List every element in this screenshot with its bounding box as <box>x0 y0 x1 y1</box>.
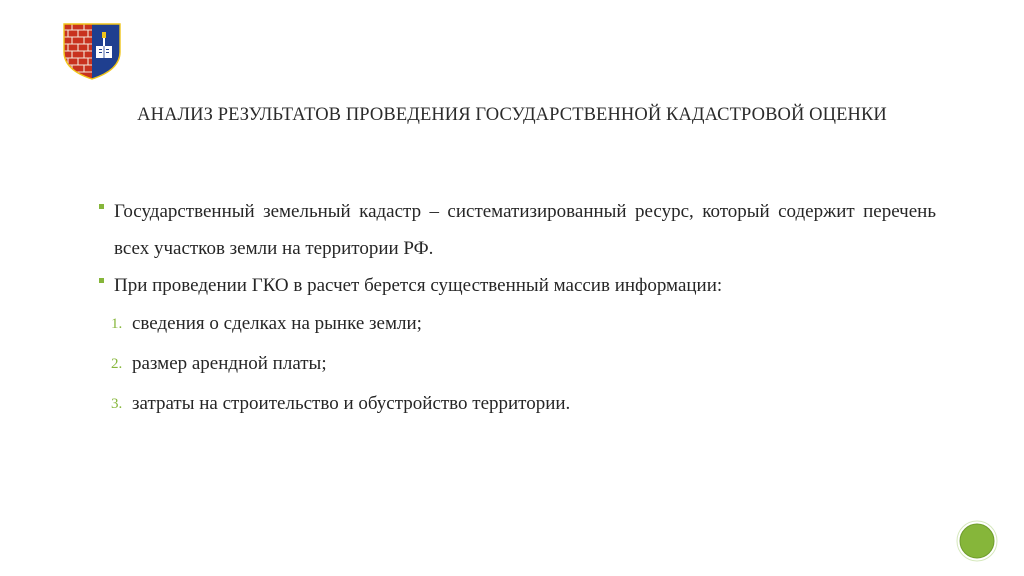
page-number-badge-icon <box>956 520 998 562</box>
square-bullet-icon <box>99 278 104 283</box>
numbered-item <box>96 384 936 424</box>
list-number: 1. <box>111 316 123 332</box>
list-number: 3. <box>111 396 123 412</box>
numbered-item <box>96 304 936 344</box>
coat-of-arms-icon <box>62 22 122 80</box>
list-number: 2. <box>111 356 123 372</box>
slide-title: АНАЛИЗ РЕЗУЛЬТАТОВ ПРОВЕДЕНИЯ ГОСУДАРСТВЕННОЙ КАДАСТРОВОЙ ОЦЕНКИ <box>137 105 887 125</box>
square-bullet-icon <box>99 204 104 209</box>
numbered-item-text: сведения о сделках на рынке земли; <box>132 313 422 334</box>
bullet-text: При проведении ГКО в расчет берется существенный массив информации: <box>114 275 723 296</box>
slide-body <box>96 193 936 424</box>
bullet-item <box>96 193 936 267</box>
bullet-item <box>96 267 936 304</box>
numbered-item <box>96 344 936 384</box>
numbered-item-text: размер арендной платы; <box>132 353 327 374</box>
bullet-text: Государственный земельный кадастр – систематизированный ресурс, который содержит перечень всех участков земли на территории РФ. <box>114 201 936 259</box>
numbered-item-text: затраты на строительство и обустройство территории. <box>132 393 571 414</box>
